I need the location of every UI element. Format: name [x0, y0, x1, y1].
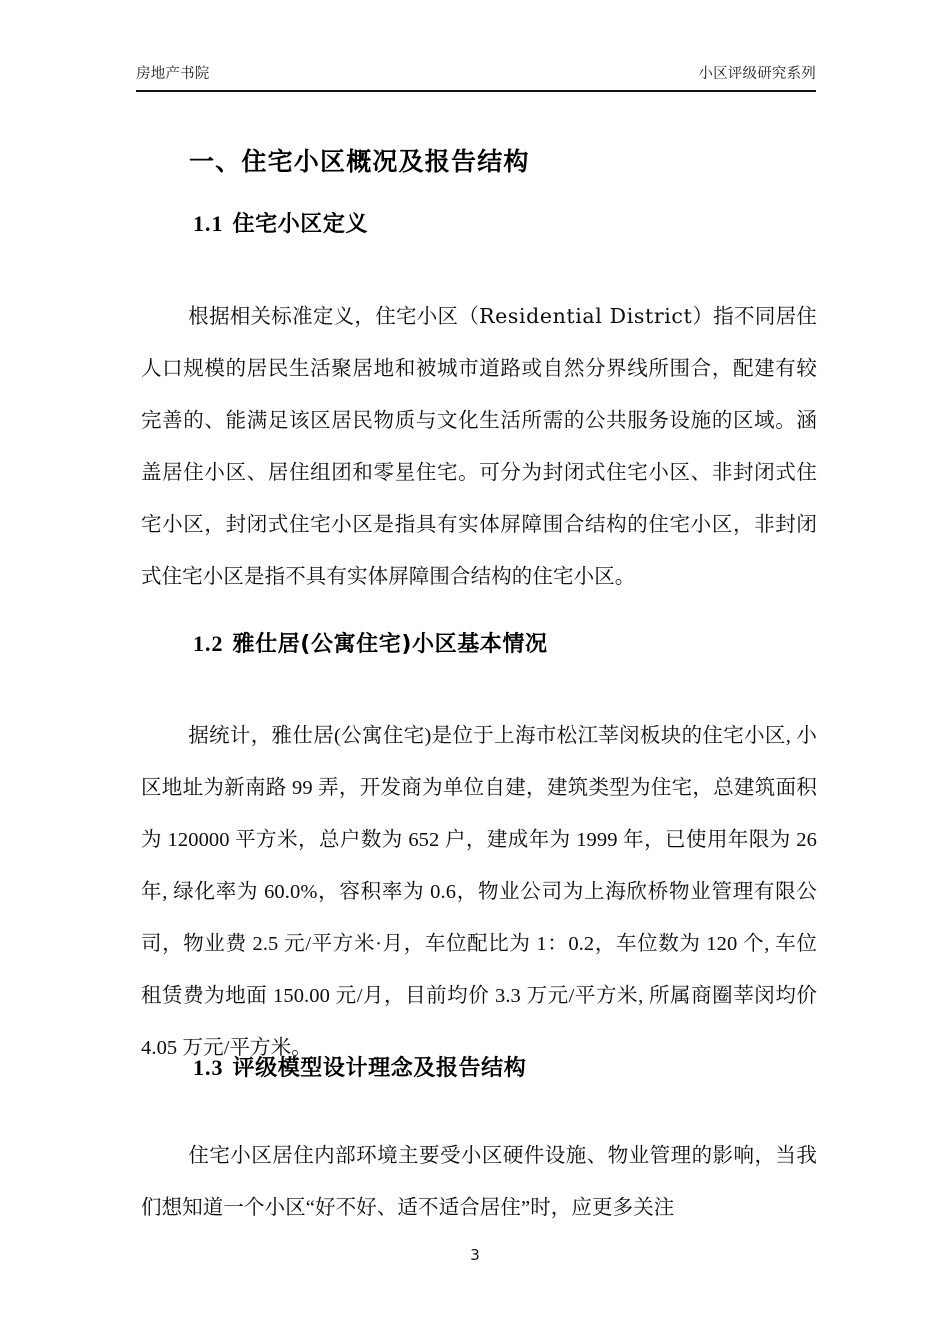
subsection-heading-1-2 — [193, 629, 548, 660]
paragraph-definition — [141, 290, 817, 603]
subsection-title-1-3: 评级模型设计理念及报告结构 — [232, 1056, 527, 1081]
subsection-heading-1-1 — [193, 209, 368, 240]
subsection-number-1-2: 1.2 — [193, 631, 224, 656]
header-divider — [136, 90, 816, 92]
basic-info-text: 据统计，雅仕居(公寓住宅)是位于上海市松江莘闵板块的住宅小区, 小区地址为新南路 99 弄，开发商为单位自建，建筑类型为住宅，总建筑面积为 120000 平方米，总户数为 652 户，建成年为 1999 年，已使用年限为 26 年, 绿化率为 60.0%，容积率为 0.6，物业公司为上海欣桥物业管理有限公司，物业费 2.5 元/平方米·月，车位配比为 1：0.2，车位数为 120 个, 车位租赁费为地面 150.00 元/月，目前均价 3.3 万元/平方米, 所属商圈莘闵均价 4.05 万元/平方米。 — [141, 724, 817, 1059]
subsection-number-1-1: 1.1 — [193, 211, 224, 236]
definition-text-part2: ）指不同居住人口规模的居民生活聚居地和被城市道路或自然分界线所围合，配建有较完善的、能满足该区居民物质与文化生活所需的公共服务设施的区域。涵盖居住小区、居住组团和零星住宅。可分为封闭式住宅小区、非封闭式住宅小区，封闭式住宅小区是指具有实体屏障围合结构的住宅小区，非封闭式住宅小区是指不具有实体屏障围合结构的住宅小区。 — [141, 305, 817, 588]
running-header — [136, 64, 816, 84]
definition-text-part1: 根据相关标准定义，住宅小区（ — [188, 305, 480, 328]
subsection-number-1-3: 1.3 — [193, 1055, 224, 1080]
subsection-title-1-1: 住宅小区定义 — [232, 212, 369, 237]
section-heading-1: 一、住宅小区概况及报告结构 — [189, 147, 530, 176]
header-right-text: 小区评级研究系列 — [698, 66, 816, 82]
header-left-text: 房地产书院 — [136, 66, 210, 82]
page-number: 3 — [470, 1246, 480, 1264]
paragraph-model-intro — [141, 1130, 817, 1234]
definition-latin-term: Residential District — [479, 303, 693, 328]
paragraph-basic-info — [141, 710, 817, 1074]
model-intro-text: 住宅小区居住内部环境主要受小区硬件设施、物业管理的影响，当我们想知道一个小区“好不好、适不适合居住”时，应更多关注 — [141, 1144, 817, 1219]
subsection-heading-1-3 — [193, 1053, 526, 1084]
subsection-title-1-2: 雅仕居(公寓住宅)小区基本情况 — [232, 632, 548, 657]
